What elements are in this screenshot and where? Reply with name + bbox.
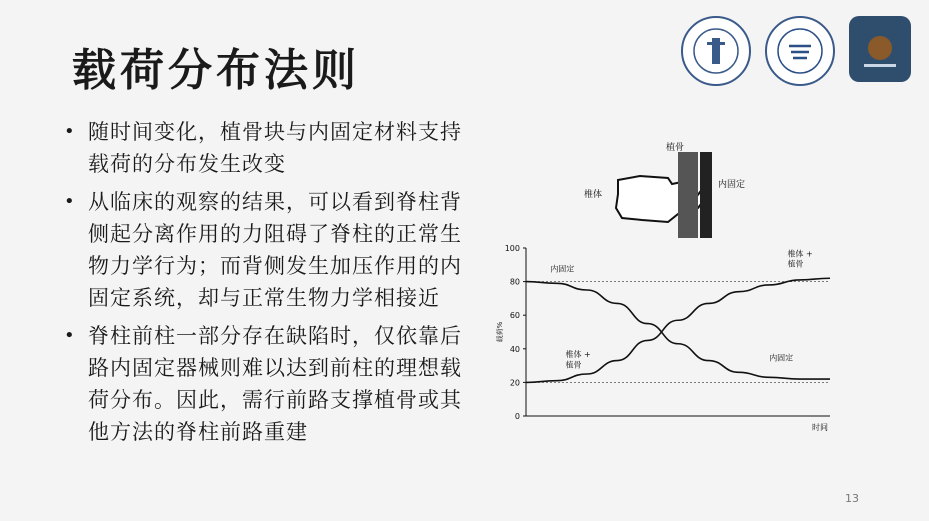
y-tick-label: 20 [509,378,520,388]
bullet-dot-icon: • [64,121,76,142]
bullet-text: 随时间变化，植骨块与内固定材料支持载荷的分布发生改变 [88,120,462,176]
bullet-item [62,186,482,314]
y-tick-label: 100 [504,244,520,253]
figure-svg [490,142,850,442]
series-annotation: 内固定 [550,264,575,274]
y-tick-label: 0 [514,412,520,421]
bullet-list [62,116,482,454]
series-annotation: 内固定 [769,353,794,363]
load-distribution-figure [490,142,850,442]
graft-label: 植骨 [666,143,685,153]
bullet-text: 从临床的观察的结果，可以看到脊柱背侧起分离作用的力阻碍了脊柱的正常生物力学行为；而背侧发生加压作用的内固定系统，却与正常生物力学相接近 [88,190,462,310]
x-axis-label: 时间 [812,423,828,432]
bullet-text: 脊柱前柱一部分存在缺陷时，仅依靠后路内固定器械则难以达到前柱的理想载荷分布。因此，需行前路支撑植骨或其他方法的脊柱前路重建 [88,324,462,444]
fixation-rod [700,152,712,238]
university-seal-graphic [691,26,741,76]
hospital-seal-icon [765,16,835,86]
university-seal-icon [681,16,751,86]
series-annotation: 椎体 + [787,249,813,259]
bullet-item [62,320,482,448]
y-tick-label: 80 [509,277,520,287]
load-chart [495,244,830,432]
bullet-item [62,116,482,180]
spine-diagram [584,142,745,238]
logo-group [681,16,911,86]
institute-badge-icon [849,16,911,82]
y-axis-label: 载荷% [496,321,504,343]
y-tick-label: 60 [509,311,520,321]
series-annotation: 植骨 [787,259,804,269]
bone-graft-block [678,152,698,238]
slide-title: 载荷分布法则 [72,45,360,96]
y-tick-label: 40 [509,344,520,354]
bullet-dot-icon: • [64,191,76,212]
hospital-seal-graphic [775,26,825,76]
page-number: 13 [845,492,859,505]
series-annotation: 植骨 [565,360,582,370]
bullet-dot-icon: • [64,325,76,346]
series-annotation: 椎体 + [565,350,591,360]
fixation-label: 内固定 [718,180,746,190]
institute-badge-graphic [858,24,902,74]
vertebra-label: 椎体 [584,190,603,200]
